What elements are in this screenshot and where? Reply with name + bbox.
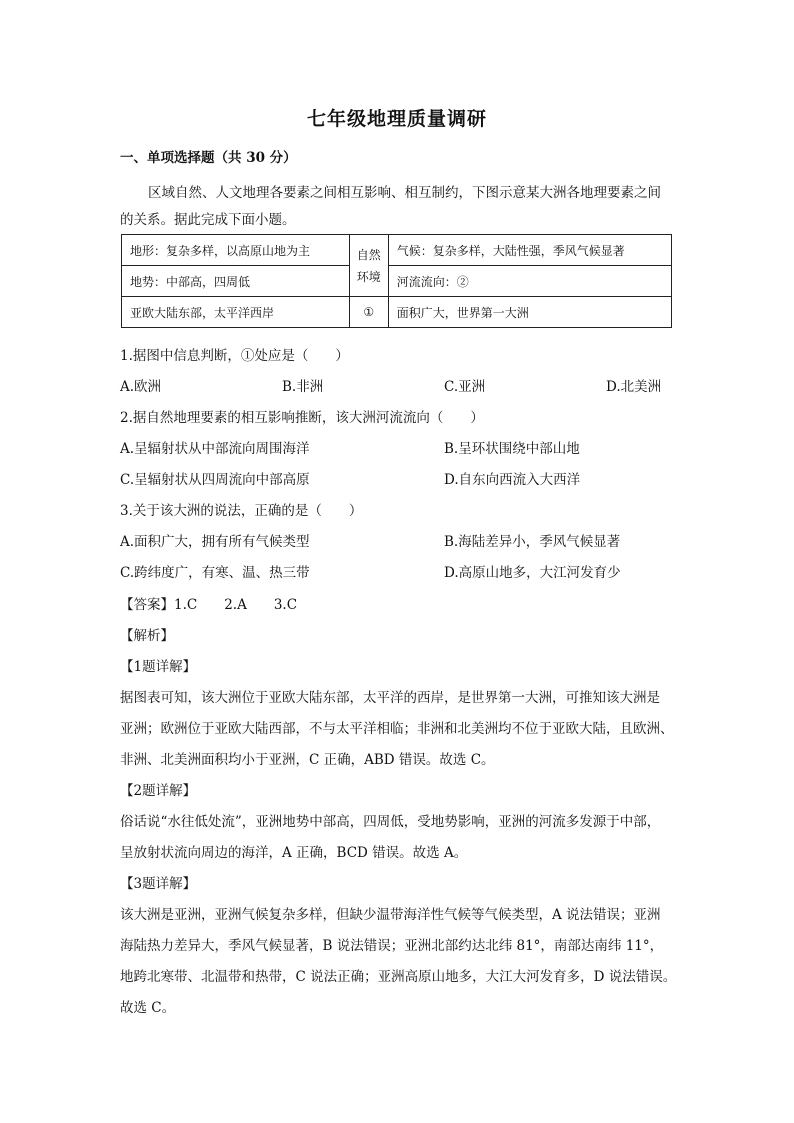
intro-line-1: 区域自然、人文地理各要素之间相互影响、相互制约，下图示意某大洲各地理要素之间 (148, 185, 661, 201)
table-cell-river: 河流流向：② (388, 266, 671, 297)
question-3-option-b: B.海陆差异小，季风气候显著 (444, 534, 621, 550)
section-heading: 一、单项选择题（共 30 分） (120, 150, 297, 166)
question-3-option-a: A.面积广大，拥有所有气候类型 (120, 534, 310, 550)
question-3-option-c: C.跨纬度广，有寒、温、热三带 (120, 565, 310, 581)
question-2-option-d: D.自东向西流入大西洋 (444, 472, 581, 488)
question-2-stem: 2.据自然地理要素的相互影响推断，该大洲河流流向（ ） (120, 410, 484, 426)
question-1-option-b: B.非洲 (282, 379, 324, 395)
analysis-heading: 【解析】 (120, 628, 174, 644)
detail-3-line-4: 故选 C。 (120, 1000, 176, 1016)
table-cell-terrain: 地形：复杂多样，以高原山地为主 (122, 235, 350, 266)
detail-3-line-2: 海陆热力差异大，季风气候显著，B 说法错误；亚洲北部约达北纬 81°，南部达南纬 11°， (120, 938, 664, 954)
table-cell-climate: 气候：复杂多样，大陆性强，季风气候显著 (388, 235, 671, 266)
question-2-option-a: A.呈辐射状从中部流向周围海洋 (120, 441, 310, 457)
detail-3-heading: 【3题详解】 (120, 876, 197, 892)
table-cell-natural-environment (349, 235, 388, 297)
detail-2-heading: 【2题详解】 (120, 783, 197, 799)
question-2-option-b: B.呈环状围绕中部山地 (444, 441, 580, 457)
table-cell-area: 面积广大，世界第一大洲 (388, 297, 671, 328)
question-1-option-d: D.北美洲 (606, 379, 662, 395)
detail-2-line-2: 呈放射状流向周边的海洋，A 正确，BCD 错误。故选 A。 (120, 845, 468, 861)
geography-table (121, 234, 672, 328)
intro-line-2: 的关系。据此完成下面小题。 (120, 212, 296, 228)
page-title: 七年级地理质量调研 (306, 108, 487, 130)
detail-1-line-2: 亚洲；欧洲位于亚欧大陆西部，不与太平洋相临；非洲和北美洲均不位于亚欧大陆，且欧洲、 (120, 721, 674, 737)
question-3-option-d: D.高原山地多，大江河发育少 (444, 565, 621, 581)
natural-label-2: 环境 (356, 269, 381, 284)
table-cell-location: 亚欧大陆东部，太平洋西岸 (122, 297, 350, 328)
detail-2-line-1: 俗话说“水往低处流”，亚洲地势中部高，四周低，受地势影响，亚洲的河流多发源于中部， (120, 814, 661, 830)
detail-1-line-3: 非洲、北美洲面积均小于亚洲，C 正确，ABD 错误。故选 C。 (120, 752, 495, 768)
question-3-stem: 3.关于该大洲的说法，正确的是（ ） (120, 503, 363, 519)
answer-line: 【答案】1.C 2.A 3.C (120, 597, 298, 613)
detail-1-heading: 【1题详解】 (120, 659, 197, 675)
question-1-option-a: A.欧洲 (120, 379, 162, 395)
detail-1-line-1: 据图表可知，该大洲位于亚欧大陆东部，太平洋的西岸，是世界第一大洲，可推知该大洲是 (120, 690, 660, 706)
table-cell-blank-1: ① (349, 297, 388, 328)
detail-3-line-3: 地跨北寒带、北温带和热带，C 说法正确；亚洲高原山地多，大江大河发育多，D 说法错误。 (120, 969, 677, 985)
natural-label-1: 自然 (356, 247, 381, 262)
question-2-option-c: C.呈辐射状从四周流向中部高原 (120, 472, 310, 488)
question-1-option-c: C.亚洲 (444, 379, 486, 395)
question-1-stem: 1.据图中信息判断，①处应是（ ） (120, 348, 349, 364)
detail-3-line-1: 该大洲是亚洲，亚洲气候复杂多样，但缺少温带海洋性气候等气候类型，A 说法错误；亚洲 (120, 907, 661, 923)
table-cell-relief: 地势：中部高，四周低 (122, 266, 350, 297)
